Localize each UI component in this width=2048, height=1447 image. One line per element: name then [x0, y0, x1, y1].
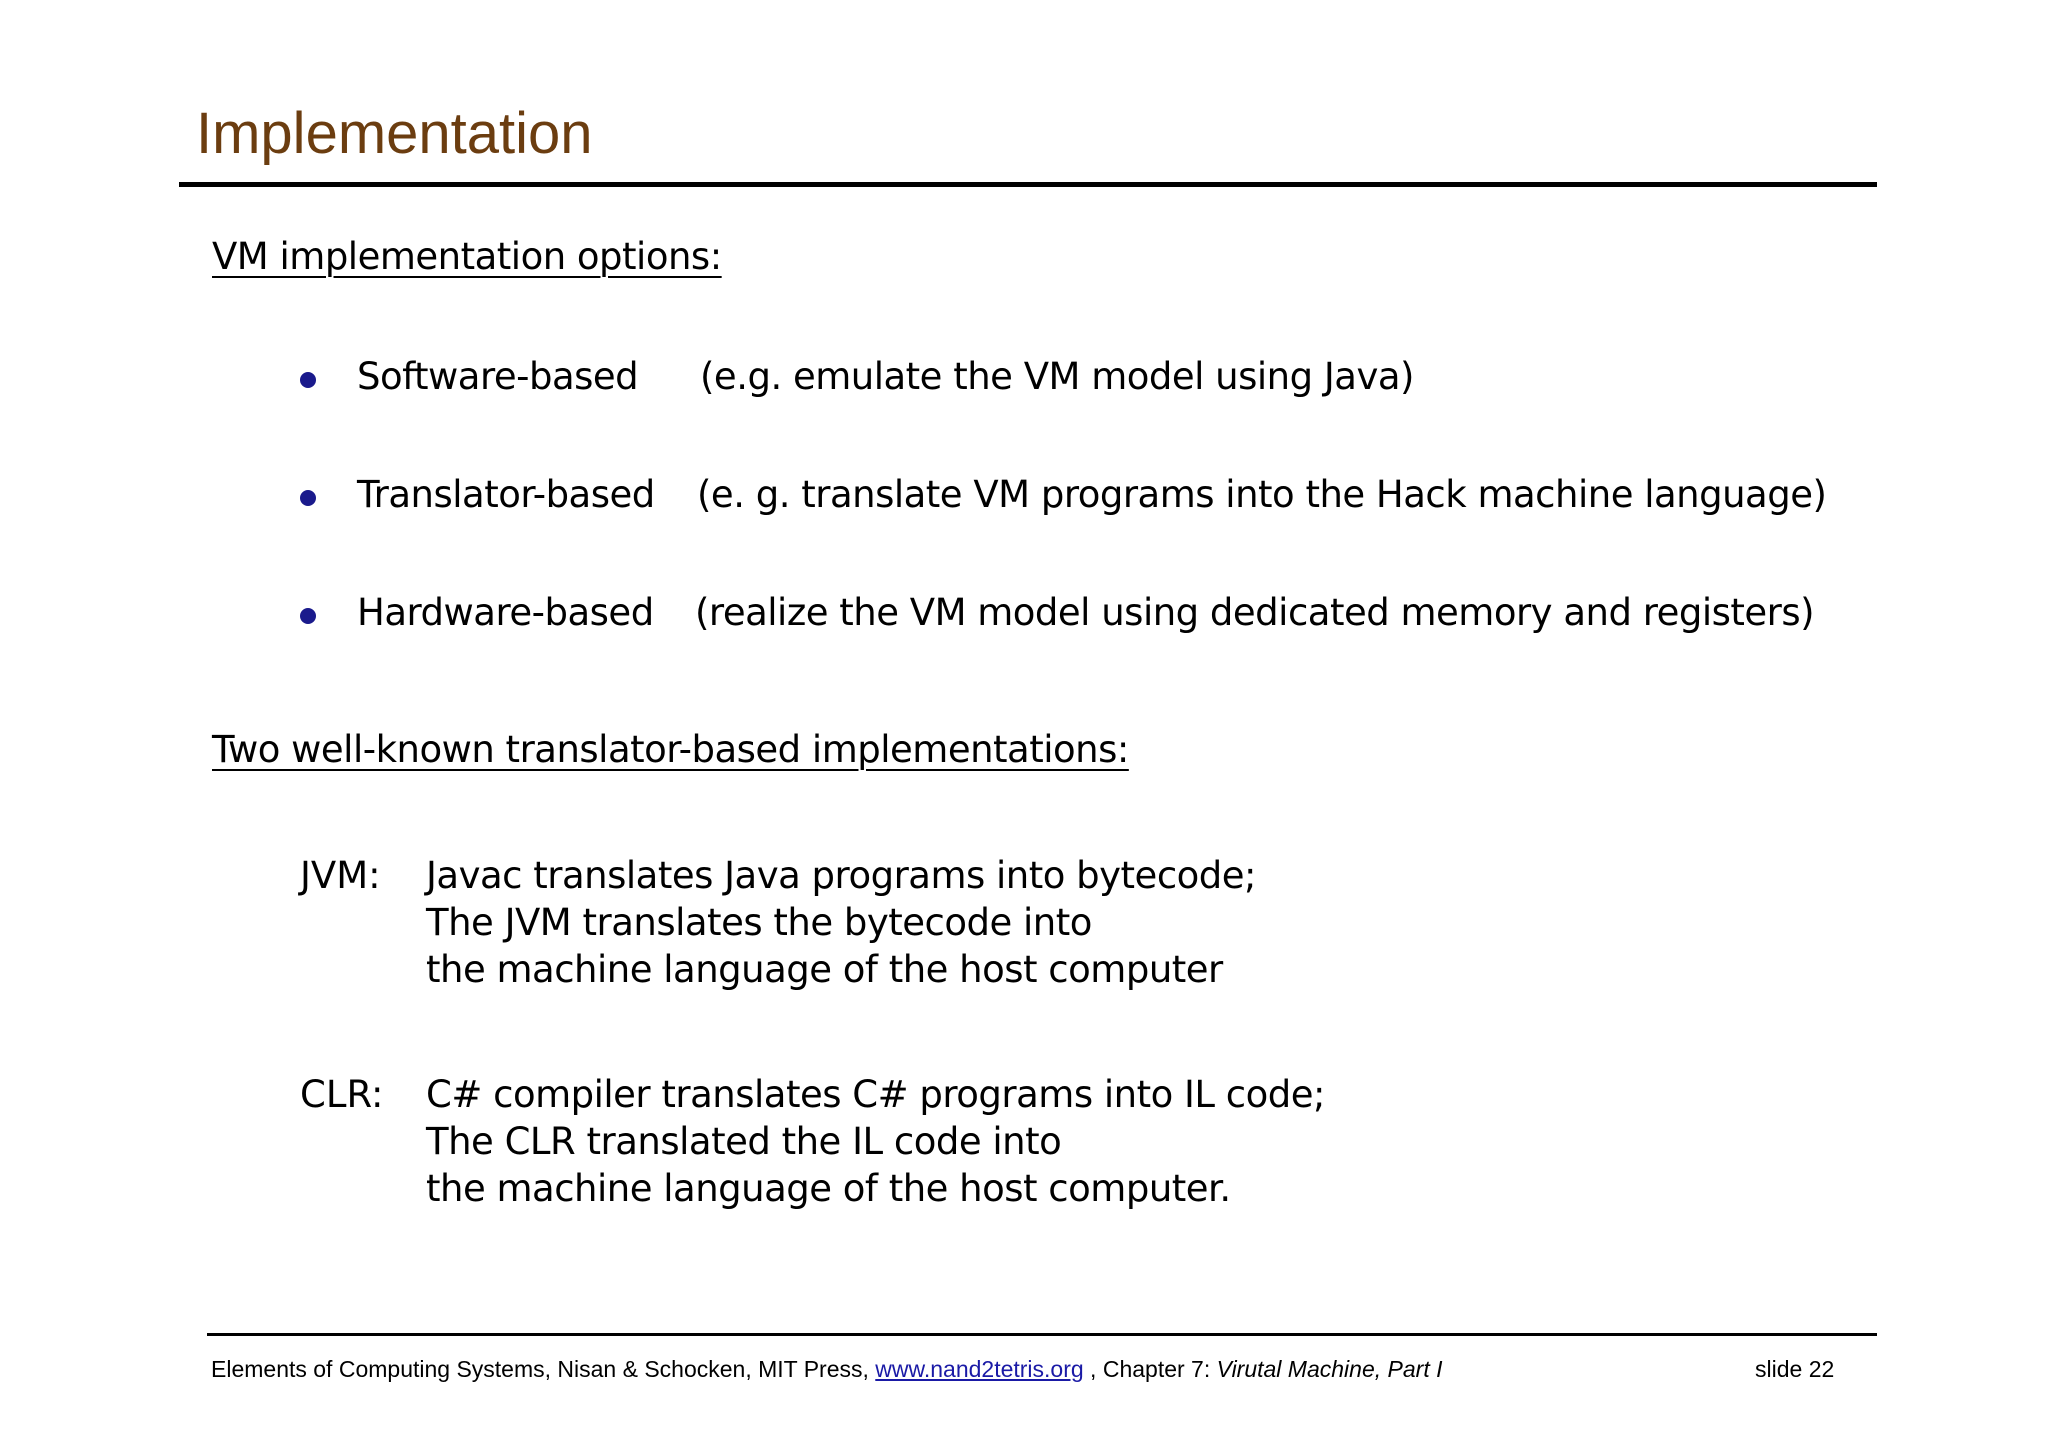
bullet-dot-icon: [300, 490, 316, 506]
footer-chapter-title: Virutal Machine, Part I: [1216, 1356, 1443, 1382]
footer-chapter-prefix: , Chapter 7:: [1083, 1356, 1217, 1382]
implementation-line: C# compiler translates C# programs into IL code;: [426, 1073, 1325, 1116]
implementation-line: The JVM translates the bytecode into: [426, 901, 1092, 944]
footer-citation: [211, 1354, 1443, 1384]
option-description: (realize the VM model using dedicated memory and registers): [695, 591, 1815, 634]
footer-divider: [207, 1333, 1877, 1336]
options-heading: VM implementation options:: [212, 235, 722, 278]
implementation-line: Javac translates Java programs into bytecode;: [426, 854, 1257, 897]
implementation-line: the machine language of the host computer.: [426, 1167, 1231, 1210]
footer-prefix: Elements of Computing Systems, Nisan & Schocken, MIT Press,: [211, 1356, 876, 1382]
option-label: Translator-based: [357, 473, 655, 516]
implementation-label: JVM:: [300, 854, 381, 897]
nand2tetris-link[interactable]: www.nand2tetris.org: [875, 1356, 1084, 1382]
implementation-line: The CLR translated the IL code into: [426, 1120, 1062, 1163]
slide-number: slide 22: [1755, 1356, 1835, 1382]
option-label: Hardware-based: [357, 591, 654, 634]
bullet-dot-icon: [300, 372, 316, 388]
translators-heading: Two well-known translator-based implementations:: [212, 728, 1129, 771]
option-description: (e.g. emulate the VM model using Java): [700, 355, 1414, 398]
bullet-dot-icon: [300, 608, 316, 624]
implementation-label: CLR:: [300, 1073, 384, 1116]
option-description: (e. g. translate VM programs into the Hack machine language): [697, 473, 1827, 516]
title-divider: [179, 182, 1877, 187]
slide-title: Implementation: [196, 101, 593, 166]
implementation-line: the machine language of the host computer: [426, 948, 1223, 991]
option-label: Software-based: [357, 355, 639, 398]
